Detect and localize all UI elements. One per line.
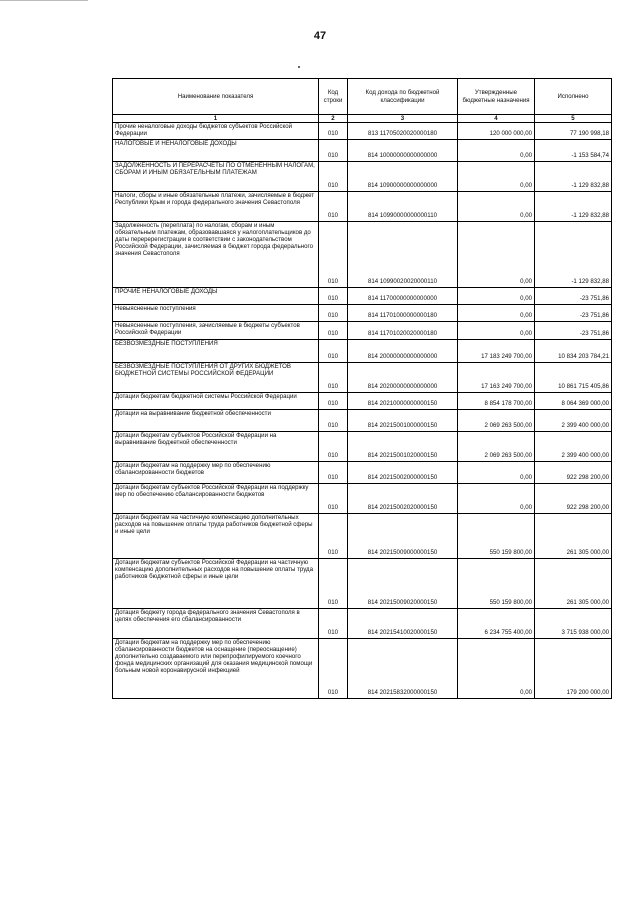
row-approved: 8 854 178 700,00	[458, 392, 535, 409]
header-name: Наименование показателя	[113, 79, 319, 115]
row-approved: 2 069 263 500,00	[458, 409, 535, 431]
row-name: БЕЗВОЗМЕЗДНЫЕ ПОСТУПЛЕНИЯ ОТ ДРУГИХ БЮДЖЕТОВ БЮДЖЕТНОЙ СИСТЕМЫ РОССИЙСКОЙ ФЕДЕРАЦИИ	[113, 362, 319, 392]
row-classification: 814 20215009020000150	[348, 558, 458, 608]
row-classification: 814 11701000000000180	[348, 304, 458, 321]
row-executed: 2 399 400 000,00	[535, 431, 612, 461]
page-number: 47	[313, 30, 327, 42]
row-executed: 922 298 200,00	[535, 483, 612, 513]
row-executed: 922 298 200,00	[535, 461, 612, 483]
row-executed: -1 153 584,74	[535, 139, 612, 161]
row-approved: 0,00	[458, 139, 535, 161]
row-code: 010	[319, 483, 348, 513]
table-row	[113, 483, 612, 513]
table-row	[113, 321, 612, 339]
row-classification: 814 20215001020000150	[348, 431, 458, 461]
row-approved: 0,00	[458, 161, 535, 191]
row-classification: 814 10990000000000110	[348, 191, 458, 221]
table-row	[113, 558, 612, 608]
row-approved: 0,00	[458, 221, 535, 287]
row-code: 010	[319, 221, 348, 287]
row-code: 010	[319, 431, 348, 461]
table-row	[113, 161, 612, 191]
row-approved: 0,00	[458, 321, 535, 339]
table-row	[113, 304, 612, 321]
scan-speck	[298, 66, 300, 68]
row-executed: 179 200 000,00	[535, 638, 612, 698]
table-row	[113, 608, 612, 638]
row-classification: 814 20000000000000000	[348, 339, 458, 362]
table-row	[113, 287, 612, 304]
row-name: Дотации бюджетам субъектов Российской Федерации на поддержку мер по обеспечению сбалансированности бюджетов	[113, 483, 319, 513]
table-row	[113, 362, 612, 392]
row-code: 010	[319, 123, 348, 139]
header-executed: Исполнено	[535, 79, 612, 115]
row-code: 010	[319, 161, 348, 191]
row-executed: 8 064 369 000,00	[535, 392, 612, 409]
table-row	[113, 461, 612, 483]
row-classification: 814 10900000000000000	[348, 161, 458, 191]
row-approved: 17 163 249 700,00	[458, 362, 535, 392]
table-body	[113, 123, 612, 698]
row-approved: 0,00	[458, 304, 535, 321]
column-number: 4	[458, 115, 535, 123]
column-number-row	[113, 115, 612, 123]
row-name: Невыясненные поступления	[113, 304, 319, 321]
table-row	[113, 123, 612, 139]
row-code: 010	[319, 513, 348, 558]
row-code: 010	[319, 139, 348, 161]
table-header-row	[113, 79, 612, 115]
row-code: 010	[319, 321, 348, 339]
row-name: Дотация бюджету города федерального значения Севастополя в целях обеспечения его сбалансированности	[113, 608, 319, 638]
row-name: Дотации бюджетам субъектов Российской Федерации на выравнивание бюджетной обеспеченности	[113, 431, 319, 461]
row-code: 010	[319, 638, 348, 698]
row-name: БЕЗВОЗМЕЗДНЫЕ ПОСТУПЛЕНИЯ	[113, 339, 319, 362]
row-executed: 3 715 938 000,00	[535, 608, 612, 638]
row-name: Дотации бюджетам на поддержку мер по обеспечению сбалансированности бюджетов на оснащение (переоснащение) дополнительно создаваемого или перепрофилируемого коечного фонда медицинских организаций для оказания медицинской помощи больным новой коронавирусной инфекцией	[113, 638, 319, 698]
table-row	[113, 431, 612, 461]
budget-execution-table	[112, 78, 612, 699]
header-code: Код строки	[319, 79, 348, 115]
row-classification: 814 11700000000000000	[348, 287, 458, 304]
row-executed: 2 399 400 000,00	[535, 409, 612, 431]
row-classification: 814 20215002000000150	[348, 461, 458, 483]
row-executed: -23 751,86	[535, 287, 612, 304]
row-code: 010	[319, 409, 348, 431]
row-name: Налоги, сборы и иные обязательные платежи, зачисляемые в бюджет Республики Крым и города федерального значения Севастополя	[113, 191, 319, 221]
row-classification: 814 10000000000000000	[348, 139, 458, 161]
row-executed: -23 751,86	[535, 321, 612, 339]
row-approved: 17 183 249 700,00	[458, 339, 535, 362]
row-name: Дотации бюджетам на частичную компенсацию дополнительных расходов на повышение оплаты труда работников бюджетной сферы и иные цели	[113, 513, 319, 558]
row-name: Дотации на выравнивание бюджетной обеспеченности	[113, 409, 319, 431]
row-name: ПРОЧИЕ НЕНАЛОГОВЫЕ ДОХОДЫ	[113, 287, 319, 304]
row-code: 010	[319, 558, 348, 608]
row-classification: 814 20215009000000150	[348, 513, 458, 558]
row-executed: -1 129 832,88	[535, 161, 612, 191]
row-code: 010	[319, 608, 348, 638]
row-approved: 2 069 263 500,00	[458, 431, 535, 461]
row-name: Дотации бюджетам бюджетной системы Российской Федерации	[113, 392, 319, 409]
row-classification: 814 20215001000000150	[348, 409, 458, 431]
row-executed: -1 129 832,88	[535, 191, 612, 221]
header-classification: Код дохода по бюджетной классификации	[348, 79, 458, 115]
row-code: 010	[319, 191, 348, 221]
row-code: 010	[319, 287, 348, 304]
row-approved: 120 000 000,00	[458, 123, 535, 139]
row-name: Невыясненные поступления, зачисляемые в бюджеты субъектов Российской Федерации	[113, 321, 319, 339]
row-name: Прочие неналоговые доходы бюджетов субъектов Российской Федерации	[113, 123, 319, 139]
row-classification: 814 10990020020000110	[348, 221, 458, 287]
row-executed: 10 834 203 784,21	[535, 339, 612, 362]
table-row	[113, 513, 612, 558]
row-approved: 0,00	[458, 638, 535, 698]
row-executed: 261 305 000,00	[535, 513, 612, 558]
row-classification: 813 11705020020000180	[348, 123, 458, 139]
top-rule	[0, 0, 88, 1]
row-code: 010	[319, 461, 348, 483]
row-code: 010	[319, 339, 348, 362]
row-approved: 550 159 800,00	[458, 513, 535, 558]
row-approved: 0,00	[458, 287, 535, 304]
table-row	[113, 339, 612, 362]
row-name: Дотации бюджетам субъектов Российской Федерации на частичную компенсацию дополнительных расходов на повышение оплаты труда работников бюджетной сферы и иные цели	[113, 558, 319, 608]
table-row	[113, 139, 612, 161]
row-approved: 0,00	[458, 483, 535, 513]
column-number: 5	[535, 115, 612, 123]
row-approved: 550 159 800,00	[458, 558, 535, 608]
table-row	[113, 409, 612, 431]
row-executed: 77 190 998,18	[535, 123, 612, 139]
header-approved: Утвержденные бюджетные назначения	[458, 79, 535, 115]
column-number: 3	[348, 115, 458, 123]
table-row	[113, 221, 612, 287]
row-executed: -1 129 832,88	[535, 221, 612, 287]
row-approved: 0,00	[458, 191, 535, 221]
row-name: ЗАДОЛЖЕННОСТЬ И ПЕРЕРАСЧЕТЫ ПО ОТМЕНЕННЫМ НАЛОГАМ, СБОРАМ И ИНЫМ ОБЯЗАТЕЛЬНЫМ ПЛАТЕЖАМ	[113, 161, 319, 191]
row-classification: 814 20210000000000150	[348, 392, 458, 409]
row-executed: -23 751,86	[535, 304, 612, 321]
column-number: 2	[319, 115, 348, 123]
row-code: 010	[319, 392, 348, 409]
row-name: Задолженность (переплата) по налогам, сборам и иным обязательным платежам, образовавшаяся у налогоплательщиков до даты переререгистрации в соответствии с законодательством Российской Федерации, зачисляемая в бюджет города федерального значения Севастополя	[113, 221, 319, 287]
column-number: 1	[113, 115, 319, 123]
row-code: 010	[319, 362, 348, 392]
row-classification: 814 11701020020000180	[348, 321, 458, 339]
table-row	[113, 638, 612, 698]
row-executed: 10 861 715 405,86	[535, 362, 612, 392]
row-classification: 814 20200000000000000	[348, 362, 458, 392]
row-classification: 814 20215832000000150	[348, 638, 458, 698]
row-classification: 814 20215002020000150	[348, 483, 458, 513]
row-name: НАЛОГОВЫЕ И НЕНАЛОГОВЫЕ ДОХОДЫ	[113, 139, 319, 161]
row-approved: 0,00	[458, 461, 535, 483]
row-name: Дотации бюджетам на поддержку мер по обеспечению сбалансированности бюджетов	[113, 461, 319, 483]
table-row	[113, 392, 612, 409]
row-executed: 261 305 000,00	[535, 558, 612, 608]
row-approved: 6 234 755 400,00	[458, 608, 535, 638]
row-code: 010	[319, 304, 348, 321]
row-classification: 814 20215410020000150	[348, 608, 458, 638]
table-row	[113, 191, 612, 221]
